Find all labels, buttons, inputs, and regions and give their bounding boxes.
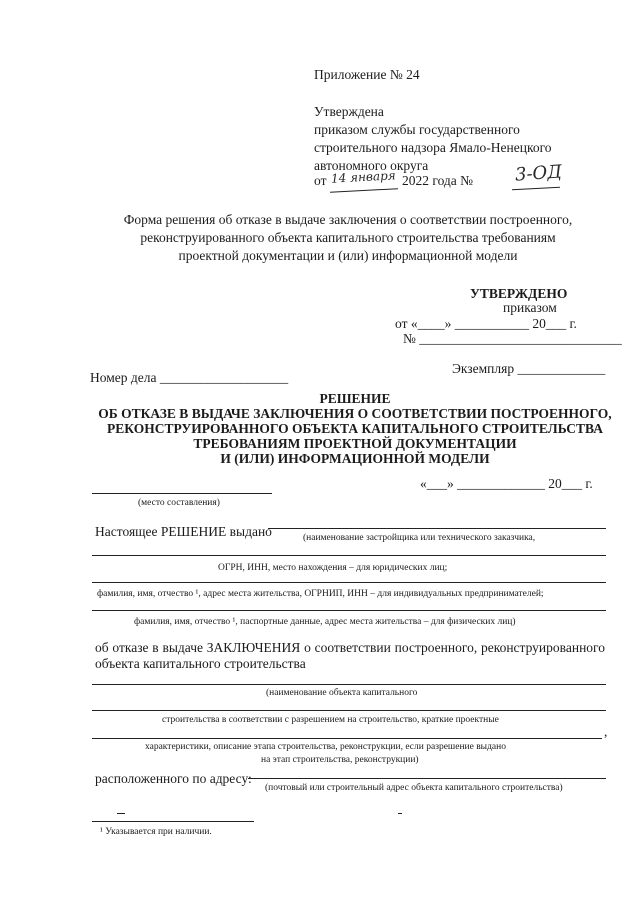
- approved-line-2: приказом службы государственного: [314, 122, 520, 137]
- appendix-title: Приложение № 24: [314, 67, 420, 82]
- order-prefix: от: [314, 173, 327, 188]
- hint-address: (почтовый или строительный адрес объекта капитального строительства): [265, 783, 563, 793]
- approval-order: приказом: [503, 300, 557, 315]
- object-line-1: [92, 684, 606, 685]
- refusal-line-1: об отказе в выдаче ЗАКЛЮЧЕНИЯ о соответствии построенного, реконструированного: [95, 640, 605, 655]
- issued-to-line: [268, 528, 606, 529]
- decision-title-3: РЕКОНСТРУИРОВАННОГО ОБЪЕКТА КАПИТАЛЬНОГО СТРОИТЕЛЬСТВА: [107, 421, 603, 436]
- decision-title-1: РЕШЕНИЕ: [319, 391, 391, 406]
- individual-line: [92, 610, 606, 611]
- approval-title: УТВЕРЖДЕНО: [470, 286, 568, 301]
- hint-legal: ОГРН, ИНН, место нахождения – для юридических лиц;: [218, 563, 448, 573]
- decision-title-4: ТРЕБОВАНИЯМ ПРОЕКТНОЙ ДОКУМЕНТАЦИИ: [193, 436, 517, 451]
- order-number-handwritten: 3-ОД: [514, 161, 563, 186]
- footnote: ¹ Указывается при наличии.: [100, 827, 212, 837]
- approved-line-1: Утверждена: [314, 104, 384, 119]
- hint-developer: (наименование застройщика или технического заказчика,: [303, 533, 536, 543]
- object-line-3: [92, 738, 602, 739]
- approved-line-4: автономного округа: [314, 158, 429, 173]
- stray-mark-left: [117, 813, 125, 814]
- object-line-2: [92, 710, 606, 711]
- case-number: Номер дела ___________________: [90, 370, 289, 385]
- order-number-underline: [512, 187, 560, 191]
- stray-mark-right: [398, 813, 402, 814]
- place-underline: [92, 493, 272, 494]
- issued-to-label: Настоящее РЕШЕНИЕ выдано: [95, 524, 272, 539]
- place-label: (место составления): [138, 498, 220, 508]
- order-date-underline: [330, 188, 398, 193]
- hint-object-3: характеристики, описание этапа строительства, реконструкции, если разрешение выдано: [145, 742, 506, 752]
- form-title-line-3: проектной документации и (или) информационной модели: [178, 248, 518, 263]
- footnote-rule: [92, 821, 254, 822]
- refusal-line-2: объекта капитального строительства: [95, 656, 306, 671]
- approval-date-line: от «____» ___________ 20___ г.: [395, 316, 577, 331]
- address-line: [248, 778, 606, 779]
- decision-title-2: ОБ ОТКАЗЕ В ВЫДАЧЕ ЗАКЛЮЧЕНИЯ О СООТВЕТСТВИИ ПОСТРОЕННОГО,: [98, 406, 612, 421]
- approval-number-line: № ______________________________: [403, 331, 622, 346]
- order-date-handwritten: 14 января: [330, 168, 397, 186]
- approved-line-3: строительного надзора Ямало-Ненецкого: [314, 140, 552, 155]
- decision-title-5: И (ИЛИ) ИНФОРМАЦИОННОЙ МОДЕЛИ: [220, 451, 490, 466]
- entrepreneur-line: [92, 582, 606, 583]
- legal-line: [92, 555, 606, 556]
- decision-date-line: «___» _____________ 20___ г.: [420, 476, 593, 491]
- hint-entrepreneur: фамилия, имя, отчество ¹, адрес места жительства, ОГРНИП, ИНН – для индивидуальных предпринимателей;: [97, 589, 544, 599]
- hint-object-4: на этап строительства, реконструкции): [261, 755, 419, 765]
- hint-object-1: (наименование объекта капитального: [266, 688, 418, 698]
- object-comma: ,: [604, 724, 608, 739]
- copy-label: Экземпляр _____________: [452, 361, 606, 376]
- address-label: расположенного по адресу:: [95, 771, 252, 786]
- form-title-line-2: реконструированного объекта капитального строительства требованиям: [140, 230, 556, 245]
- form-title-line-1: Форма решения об отказе в выдаче заключения о соответствии построенного,: [123, 212, 573, 227]
- hint-individual: фамилия, имя, отчество ¹, паспортные данные, адрес места жительства – для физических лиц): [134, 617, 516, 627]
- order-year: 2022 года №: [402, 173, 474, 188]
- hint-object-2: строительства в соответствии с разрешением на строительство, краткие проектные: [162, 715, 499, 725]
